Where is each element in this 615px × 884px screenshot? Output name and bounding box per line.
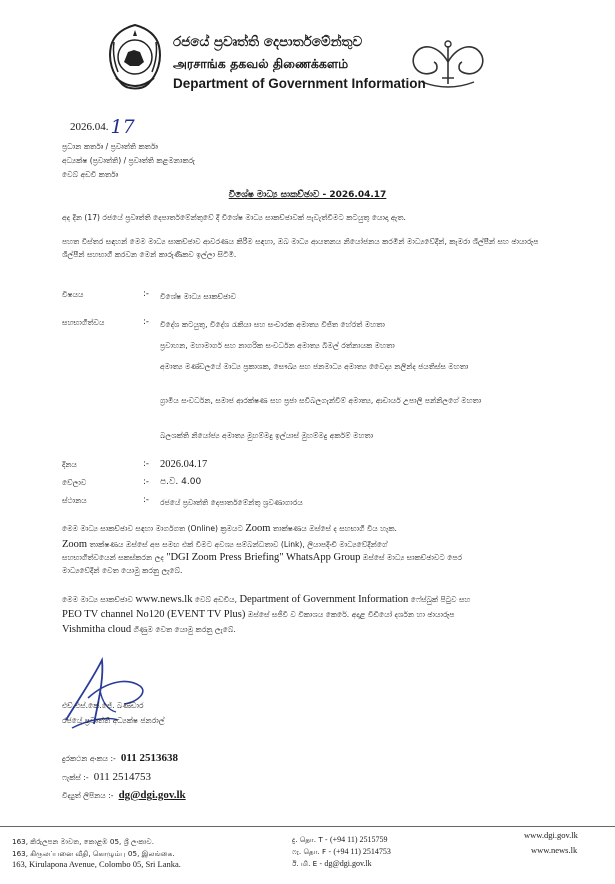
footer-website-news[interactable]: www.news.lk — [531, 845, 578, 855]
department-name-english: Department of Government Information — [173, 76, 426, 91]
signatory-title: රජයේ ප්‍රවෘත්ති අධ්‍යක්ෂ ජනරාල් — [62, 716, 165, 725]
contact-fax: ෆැක්ස් :- 011 2514753 — [62, 771, 152, 783]
date-value: 2026.04.17 — [160, 459, 208, 470]
zoom-paragraph: මෙම මාධ්‍ය සාකච්ඡාව සඳහා මාර්ගගත (Online) ක්‍රමයට Zoom තාක්ෂණය ඔස්සේ ද සහභාගී විය හැක. Zoom තාක්ෂණය ඔස්සේ අප සමඟ එක් වීමට අවශ්‍ය සම්බන්ධතාව (Link), ලියාපදිංචි මාධ්‍යවේදීන්ගේ සහභාගිත්වයෙන් සකස්කරන ලද "DGI Zoom Press Briefing" WhatsApp Group ඔස්සේ මාධ්‍ය සාකච්ඡාවට පෙර මාධ්‍යවේදීන් වෙත යොමු කරනු ලැබේ. — [62, 523, 463, 575]
signatory-name: එච්.එස්.කේ.ජේ. බණ්ඩාර — [62, 701, 144, 710]
participant-item: ග්‍රාමීය සංවර්ධන, සමාජ ආරක්ෂණ සහ ප්‍රජා සවිබලගැන්වීම් අමාත්‍ය, ආචාර්ය උපාලි පන්නිලගේ මහතා — [160, 396, 482, 405]
department-name-sinhala: රජයේ ප්‍රවෘත්ති දෙපාර්තමේන්තුව — [173, 34, 363, 50]
date-label: දිනය — [62, 460, 77, 469]
participant-item: විදේශ කටයුතු, විදේශ රැකියා සහ සංචාරක අමාත්‍ය විජිත හේරත් මහතා — [160, 320, 385, 329]
letter-title: විශේෂ මාධ්‍ය සාකච්ඡාව - 2026.04.17 — [228, 190, 387, 200]
addressee-line: අධ්‍යක්ෂ (ප්‍රවෘත්ති) / ප්‍රවෘත්ති කළමනාකරු — [62, 156, 195, 165]
intro-paragraph: අද දින (17) රජයේ ප්‍රවෘත්ති දෙපාර්තමේන්තුවේ දී විශේෂ මාධ්‍ය සාකච්ඡාවක් පැවැත්වීමට කටයුතු යොදා ඇත. — [62, 213, 406, 222]
footer-website-dgi[interactable]: www.dgi.gov.lk — [524, 830, 578, 840]
handwritten-signature — [58, 650, 178, 740]
footer-phone: දු. தொ. T - (+94 11) 2515759 — [292, 835, 388, 844]
participant-item: බලශක්ති නියෝජ්‍ය අමාත්‍ය මුහම්මදු ඉල්යාස් මුහම්මදු අර්කම් මහතා — [160, 431, 374, 440]
date-handwritten-day: 17 — [110, 116, 135, 138]
time-label: වේලාව — [62, 478, 87, 487]
participant-item: ප්‍රවාහන, මහාමාර්ග සහ නාගරික සංවර්ධන අමාත්‍ය බිමල් රත්නායක මහතා — [160, 341, 395, 350]
subject-value: විශේෂ මාධ්‍ය සාකච්ඡාව — [160, 292, 237, 301]
footer-address-english: 163, Kirulapona Avenue, Colombo 05, Sri Lanka. — [12, 859, 181, 869]
venue-colon: :- — [143, 495, 149, 505]
sri-lanka-emblem-icon — [104, 22, 166, 94]
venue-value: රජයේ ප්‍රවෘත්ති දෙපාර්තමේන්තු ශ්‍රවණාගාරය — [160, 498, 303, 507]
date-printed: 2026.04. — [70, 121, 109, 133]
participant-item: අමාත්‍ය මණ්ඩලයේ මාධ්‍ය ප්‍රකාශක, සෞඛ්‍ය සහ ජනමාධ්‍ය අමාත්‍ය වෛද්‍ය නලින්ද ජයතිස්ස මහතා — [160, 362, 469, 371]
time-colon: :- — [143, 477, 149, 487]
subject-colon: :- — [143, 289, 149, 299]
contact-email: විද්‍යුත් ලිපිනය :- dg@dgi.gov.lk — [62, 789, 186, 801]
subject-label: විෂයය — [62, 290, 84, 299]
broadcast-paragraph: මෙම මාධ්‍ය සාකච්ඡාව www.news.lk වෙබ් අඩවිය, Department of Government Information ෆේස්බුක් පිටුව සහ PEO TV channel No120 (EVENT TV Plus) ඔස්සේ සජීවී ව විකාශය කෙරේ. අදාළ වීඩියෝ දර්ශන හා ඡායාරූප Vishmitha cloud ගිණුම වෙත යොමු කරනු ලැබේ. — [62, 594, 471, 635]
footer-fax: ෆැ. தொ. F - (+94 11) 2514753 — [292, 847, 391, 856]
footer-divider — [0, 826, 615, 827]
department-name-tamil: அரசாங்க தகவல் திணைக்களம் — [173, 56, 349, 71]
footer-email: ඊ. மி. E - dg@dgi.gov.lk — [292, 859, 372, 868]
footer-address-sinhala: 163, කිරුලපන මාවත, කොළඹ 05, ශ්‍රී ලංකාව. — [12, 837, 155, 846]
addressee-line: වෙබ් අඩවි කර්තෘ — [62, 170, 119, 179]
email-link[interactable]: dg@dgi.gov.lk — [118, 789, 186, 801]
addressee-line: ප්‍රධාන කර්තෘ / ප්‍රවෘත්ති කර්තෘ — [62, 142, 158, 151]
letter-date — [70, 113, 135, 138]
date-colon: :- — [143, 459, 149, 469]
time-value: ප.ව. 4.00 — [160, 477, 202, 487]
participants-label: සහභාගීත්වය — [62, 318, 105, 327]
request-paragraph: පහත විස්තර සඳහන් මෙම මාධ්‍ය සාකච්ඡාව ආවරණය කිරීම සඳහා, ඔබ මාධ්‍ය ආයතනය නියෝජනය කරමින් මාධ්‍යවේදීන්, කැමරා ශිල්පීන් සහ ඡායාරූප ශිල්පීන් සහභාගී කරවන මෙන් කාරුණිකව ඉල්ලා සිටිමි. — [62, 237, 539, 259]
footer-address-tamil: 163, கிருலப்பனை வீதி, கொழும்பு 05, இலங்கை. — [12, 849, 175, 858]
participants-colon: :- — [143, 317, 149, 327]
contact-phone: දුරකථන අංකය :- 011 2513638 — [62, 752, 179, 764]
addressee-block — [62, 140, 195, 182]
venue-label: ස්ථානය — [62, 496, 87, 505]
